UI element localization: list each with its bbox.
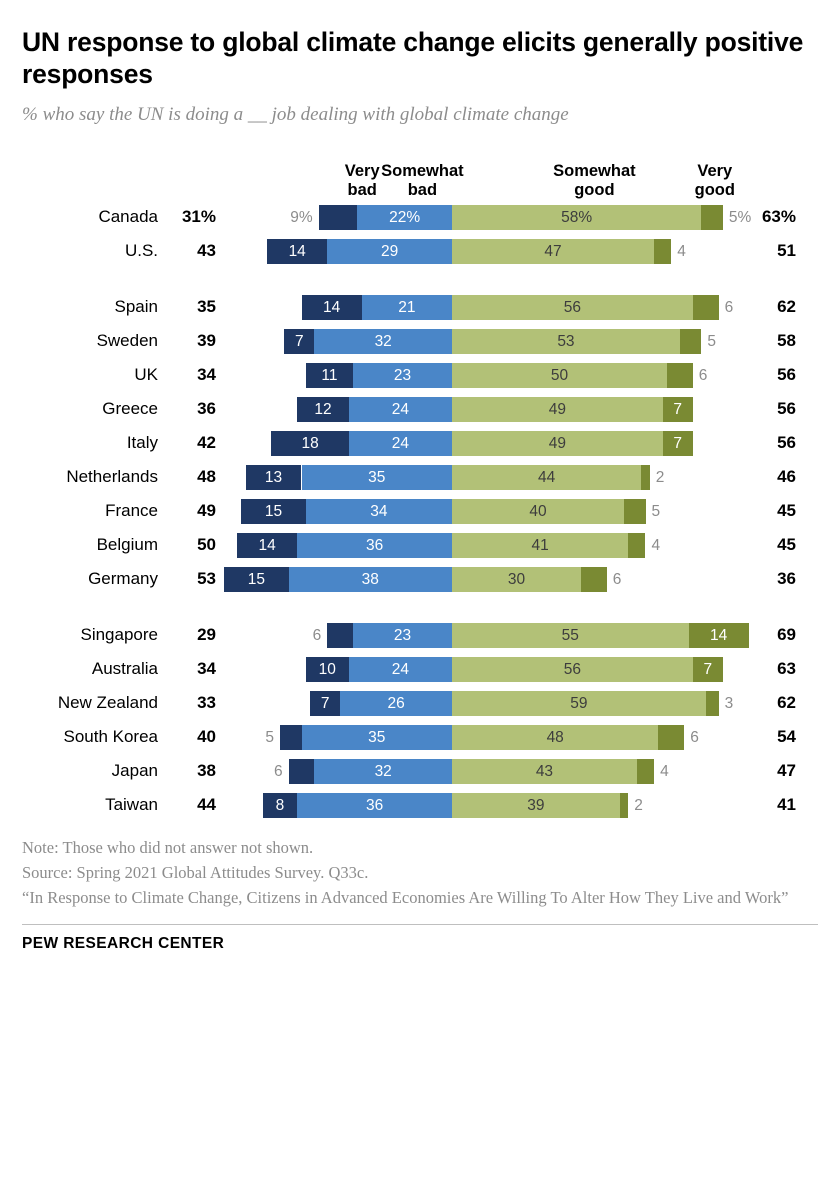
segment-somewhat-bad: 36: [297, 793, 452, 818]
row-label: Netherlands: [66, 467, 158, 487]
chart-row: [22, 720, 818, 754]
segment-somewhat-good: 58%: [452, 205, 701, 230]
row-bar: [216, 528, 736, 562]
row-bar: [216, 686, 736, 720]
row-label: Spain: [114, 297, 158, 317]
row-bar: [216, 754, 736, 788]
segment-somewhat-good: 55: [452, 623, 689, 648]
row-total-negative: 34: [197, 365, 216, 385]
segment-somewhat-good: 43: [452, 759, 637, 784]
row-total-negative: 50: [197, 535, 216, 555]
row-total-positive: 56: [777, 433, 796, 453]
chart-row: [22, 358, 818, 392]
segment-somewhat-good: 53: [452, 329, 680, 354]
segment-very-bad: 15: [224, 567, 289, 592]
segment-somewhat-bad: 23: [353, 363, 452, 388]
segment-somewhat-good: 50: [452, 363, 667, 388]
segment-somewhat-good: 40: [452, 499, 624, 524]
row-label: Italy: [126, 433, 158, 453]
bar-outside-label: 6: [690, 728, 699, 746]
bar-outside-label: 9%: [290, 208, 313, 226]
segment-somewhat-bad: 35: [302, 725, 453, 750]
row-total-positive: 63: [777, 659, 796, 679]
row-label: Sweden: [96, 331, 158, 351]
column-header-somewhat-bad-line1: Somewhat: [381, 162, 464, 181]
row-total-positive: 62: [777, 297, 796, 317]
segment-very-good: [581, 567, 607, 592]
segment-very-bad: 14: [237, 533, 297, 558]
row-total-negative: 39: [197, 331, 216, 351]
column-header-very-bad-line1: Very: [344, 162, 380, 181]
column-header-very-good-line1: Very: [697, 162, 733, 181]
row-bar: [216, 562, 736, 596]
segment-very-good: 7: [663, 397, 693, 422]
bar-outside-label: 6: [698, 366, 708, 384]
row-label: Japan: [111, 761, 158, 781]
column-header-somewhat-bad: [357, 162, 487, 200]
row-total-positive: 47: [777, 761, 796, 781]
row-bar: [216, 392, 736, 426]
row-label: UK: [134, 365, 158, 385]
footnote-report: “In Response to Climate Change, Citizens in Advanced Economies Are Willing To Alter How They Live and Work”: [22, 888, 789, 908]
segment-very-good: 7: [693, 657, 723, 682]
row-label: Taiwan: [105, 795, 158, 815]
bar-outside-label: 6: [312, 626, 322, 644]
segment-very-good: 7: [663, 431, 693, 456]
segment-very-bad: [319, 205, 358, 230]
segment-very-bad: 7: [284, 329, 314, 354]
row-label: Belgium: [96, 535, 158, 555]
segment-very-bad: 13: [246, 465, 302, 490]
row-bar: [216, 652, 736, 686]
segment-very-good: [620, 793, 629, 818]
bar-outside-label: 6: [273, 762, 283, 780]
segment-somewhat-bad: 34: [306, 499, 452, 524]
row-total-negative: 40: [197, 727, 216, 747]
row-label: Singapore: [80, 625, 158, 645]
segment-somewhat-good: 41: [452, 533, 628, 558]
chart-row: [22, 392, 818, 426]
row-bar: [216, 200, 752, 234]
segment-very-bad: 8: [263, 793, 297, 818]
column-header-somewhat-good-line1: Somewhat: [553, 162, 636, 181]
chart-row: [22, 494, 818, 528]
row-bar: [216, 234, 736, 268]
chart-subtitle: % who say the UN is doing a __ job dealing with global climate change: [22, 103, 569, 125]
bar-outside-label: 6: [724, 298, 734, 316]
chart-row: [22, 324, 818, 358]
column-header-somewhat-good: [524, 162, 664, 200]
footer-divider: [22, 924, 818, 925]
page-title: UN response to global climate change elicits generally positive responses: [22, 27, 804, 90]
bar-outside-label: 4: [660, 762, 669, 780]
segment-very-bad: 12: [297, 397, 349, 422]
row-bar: [216, 358, 736, 392]
segment-somewhat-good: 49: [452, 397, 663, 422]
row-label: France: [105, 501, 158, 521]
segment-somewhat-bad: 23: [353, 623, 452, 648]
column-header-somewhat-good-line2: good: [574, 181, 615, 200]
segment-somewhat-bad: 24: [349, 657, 452, 682]
row-total-positive: 58: [777, 331, 796, 351]
segment-very-good: [658, 725, 684, 750]
segment-very-bad: 18: [271, 431, 348, 456]
segment-somewhat-good: 44: [452, 465, 641, 490]
row-total-negative: 33: [197, 693, 216, 713]
bar-outside-label: 3: [724, 694, 734, 712]
row-total-positive: 36: [777, 569, 796, 589]
row-total-positive: 51: [777, 241, 796, 261]
segment-very-good: [701, 205, 723, 230]
segment-very-bad: 15: [241, 499, 306, 524]
row-total-positive: 45: [777, 535, 796, 555]
chart-row: [22, 528, 818, 562]
row-label: Greece: [102, 399, 158, 419]
row-total-positive: 62: [777, 693, 796, 713]
row-total-negative: 35: [197, 297, 216, 317]
chart-row: [22, 290, 818, 324]
row-bar: [216, 720, 736, 754]
segment-somewhat-good: 59: [452, 691, 706, 716]
bar-outside-label: 4: [677, 242, 686, 260]
bar-outside-label: 6: [612, 570, 622, 588]
segment-somewhat-good: 49: [452, 431, 663, 456]
segment-somewhat-good: 30: [452, 567, 581, 592]
row-bar: [216, 290, 736, 324]
row-bar: [216, 618, 736, 652]
segment-somewhat-good: 56: [452, 657, 693, 682]
segment-somewhat-bad: 26: [340, 691, 452, 716]
segment-somewhat-bad: 29: [327, 239, 452, 264]
segment-very-good: [654, 239, 671, 264]
column-header-somewhat-bad-line2: bad: [407, 181, 438, 200]
row-total-negative: 44: [197, 795, 216, 815]
bar-outside-label: 5: [651, 502, 661, 520]
row-bar: [216, 494, 736, 528]
chart-row: [22, 426, 818, 460]
segment-very-good: [641, 465, 650, 490]
chart-row: [22, 652, 818, 686]
column-header-very-bad-line2: bad: [347, 181, 377, 200]
row-label: Australia: [91, 659, 158, 679]
segment-very-good: [706, 691, 719, 716]
segment-very-good: [680, 329, 702, 354]
row-label: Canada: [98, 207, 158, 227]
row-total-negative: 43: [197, 241, 216, 261]
segment-somewhat-good: 39: [452, 793, 620, 818]
row-total-negative: 42: [197, 433, 216, 453]
segment-very-good: [637, 759, 654, 784]
row-total-positive: 56: [777, 365, 796, 385]
bar-outside-label: 5: [707, 332, 717, 350]
chart-row: [22, 618, 818, 652]
segment-very-bad: 11: [306, 363, 353, 388]
segment-somewhat-bad: 38: [289, 567, 452, 592]
segment-very-bad: 10: [306, 657, 349, 682]
row-total-negative: 48: [197, 467, 216, 487]
row-total-positive: 45: [777, 501, 796, 521]
chart-row: [22, 234, 818, 268]
row-total-positive: 54: [777, 727, 796, 747]
segment-somewhat-bad: 32: [314, 759, 452, 784]
segment-very-bad: [289, 759, 315, 784]
row-total-negative: 29: [197, 625, 216, 645]
row-total-positive: 41: [777, 795, 796, 815]
segment-somewhat-bad: 24: [349, 431, 452, 456]
chart-row: [22, 460, 818, 494]
segment-very-bad: [280, 725, 302, 750]
column-header-very-good: [670, 162, 760, 200]
column-header-very-good-line2: good: [694, 181, 735, 200]
row-total-positive: 63%: [761, 207, 796, 227]
segment-somewhat-bad: 21: [362, 295, 452, 320]
segment-very-good: [693, 295, 719, 320]
segment-somewhat-bad: 22%: [357, 205, 452, 230]
segment-somewhat-good: 47: [452, 239, 654, 264]
bar-outside-label: 2: [634, 796, 643, 814]
row-bar: [216, 426, 736, 460]
segment-somewhat-good: 56: [452, 295, 693, 320]
bar-outside-label: 4: [651, 536, 661, 554]
row-label: South Korea: [63, 727, 158, 747]
segment-somewhat-bad: 35: [302, 465, 453, 490]
chart-row: [22, 686, 818, 720]
group-spacer: [22, 596, 818, 618]
column-headers: [22, 144, 818, 200]
brand-label: PEW RESEARCH CENTER: [22, 935, 225, 953]
chart-rows: [22, 200, 818, 822]
segment-somewhat-good: 48: [452, 725, 658, 750]
segment-somewhat-bad: 24: [349, 397, 452, 422]
row-label: Germany: [88, 569, 158, 589]
row-total-negative: 38: [197, 761, 216, 781]
chart-row: [22, 562, 818, 596]
bar-outside-label: 2: [655, 468, 665, 486]
row-total-positive: 69: [777, 625, 796, 645]
row-total-negative: 49: [197, 501, 216, 521]
segment-very-bad: 14: [302, 295, 362, 320]
row-bar: [216, 460, 736, 494]
chart-row: [22, 788, 818, 822]
segment-very-bad: [327, 623, 353, 648]
row-label: U.S.: [124, 241, 158, 261]
segment-very-good: [667, 363, 693, 388]
footnote-source: Source: Spring 2021 Global Attitudes Survey. Q33c.: [22, 863, 369, 883]
bar-outside-label: 5: [265, 728, 274, 746]
row-total-negative: 31%: [181, 207, 216, 227]
segment-very-good: [624, 499, 646, 524]
bar-outside-label: 5%: [728, 208, 752, 226]
segment-very-bad: 7: [310, 691, 340, 716]
row-total-positive: 46: [777, 467, 796, 487]
footnotes: [22, 836, 818, 910]
row-total-negative: 53: [197, 569, 216, 589]
group-spacer: [22, 268, 818, 290]
footnote-note: Note: Those who did not answer not shown.: [22, 838, 314, 858]
row-bar: [216, 324, 736, 358]
row-total-negative: 36: [197, 399, 216, 419]
row-total-positive: 56: [777, 399, 796, 419]
chart-row: [22, 200, 818, 234]
row-label: New Zealand: [57, 693, 158, 713]
row-total-negative: 34: [197, 659, 216, 679]
segment-somewhat-bad: 32: [314, 329, 452, 354]
row-bar: [216, 788, 736, 822]
segment-very-good: [628, 533, 645, 558]
segment-very-good: 14: [689, 623, 749, 648]
segment-very-bad: 14: [267, 239, 327, 264]
chart-row: [22, 754, 818, 788]
segment-somewhat-bad: 36: [297, 533, 452, 558]
